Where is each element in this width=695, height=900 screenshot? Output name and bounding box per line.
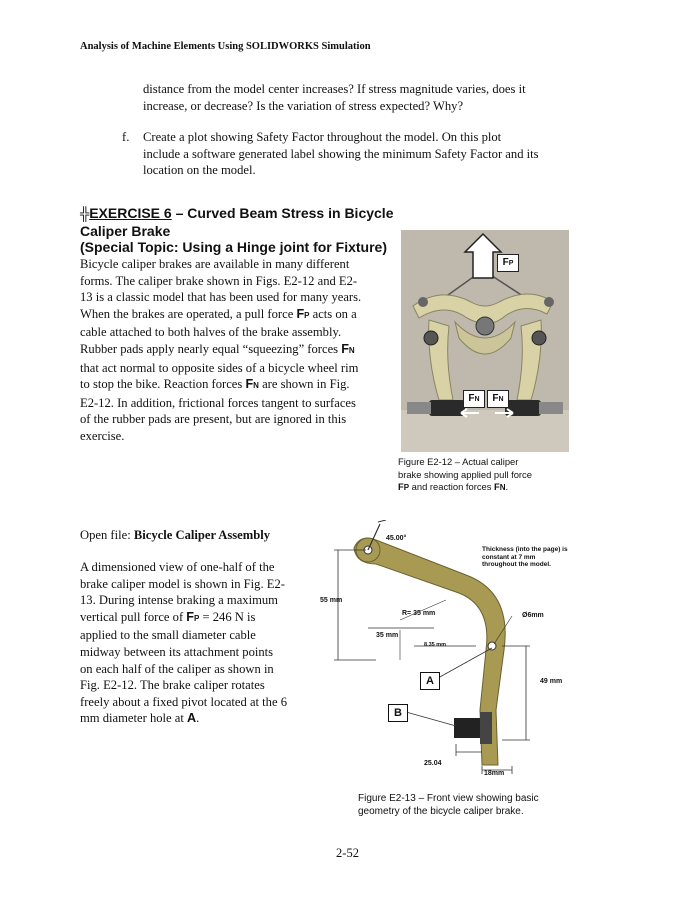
anchor-icon: ╬ (80, 206, 90, 221)
dim-8-35mm: 8.35 mm (424, 642, 447, 648)
item-f-text (143, 129, 539, 179)
para-line: Rubber pads apply nearly equal “squeezing” forces FN (80, 341, 355, 356)
dim-angle: 45.00° (386, 535, 407, 542)
dim-55mm: 55 mm (320, 597, 343, 604)
figure-e2-13-caption: Figure E2-13 – Front view showing basic geometry of the bicycle caliper brake. (358, 793, 539, 817)
open-file-line: Open file: Bicycle Caliper Assembly (80, 528, 271, 542)
caliper-dimension-drawing (316, 520, 581, 788)
intro-text (143, 81, 526, 114)
figure-e2-12-caption: Figure E2-12 – Actual caliper brake showing applied pull force FP and reaction forces FN. (398, 456, 532, 493)
label-b: B (388, 704, 408, 722)
para-line: 13 is a classic model that has been used for many years. (80, 290, 362, 305)
fn-arrows (457, 406, 517, 420)
para-line: exercise. (80, 428, 125, 443)
intro-line: distance from the model center increases? If stress magnitude varies, does it (143, 82, 526, 96)
dim-hole-6mm: Ø6mm (522, 612, 544, 619)
exercise-number: EXERCISE 6 (89, 205, 172, 221)
page-number: 2-52 (336, 846, 359, 860)
dim-35mm: 35 mm (376, 632, 399, 639)
para-line: Bicycle caliper brakes are available in many different (80, 257, 350, 271)
label-fn-left: FN (463, 390, 485, 408)
item-f-line: include a software generated label showing the minimum Safety Factor and its (143, 146, 539, 161)
exercise-heading (80, 205, 400, 256)
dim-18mm: 18mm (484, 770, 505, 777)
pivot-label-a: A (187, 711, 197, 726)
force-symbol-fn: FN (245, 377, 259, 392)
thickness-note: Thickness (into the page) is constant at 7 mm throughout the model. (482, 546, 568, 568)
force-symbol-fn: FN (341, 341, 355, 356)
label-fn-right: FN (487, 390, 509, 408)
file-name: Bicycle Caliper Assembly (133, 528, 271, 542)
caliper-brake-photo (401, 230, 569, 452)
intro-line: increase, or decrease? Is the variation of stress expected? Why? (143, 98, 464, 113)
exercise-title: – Curved Beam Stress in Bicycle (171, 205, 394, 221)
para-line: E2-12. In addition, frictional forces tangent to surfaces (80, 395, 356, 410)
exercise-title-line2: Caliper Brake (80, 222, 171, 239)
dim-49mm: 49 mm (540, 678, 563, 685)
dimension-paragraph: A dimensioned view of one-half of the brake caliper model is shown in Fig. E2- 13. During intense braking a maximum vertical pull force of FP = 246 N is applied to the small diameter cable midway between its attachment points on each half of the caliper as shown in Fig. E2-12. The brake caliper rotates freely about a fixed pivot located at the 6 mm diameter hole at A. (80, 560, 288, 726)
item-f-line: location on the model. (143, 163, 256, 178)
item-f-marker: f. (122, 130, 130, 144)
para-line: of the rubber pads are present, but are ignored in this (80, 412, 347, 427)
para-line: forms. The caliper brake shown in Figs. E2-12 and E2- (80, 273, 358, 288)
force-symbol-fp: FP (296, 306, 310, 321)
exercise-special-topic: (Special Topic: Using a Hinge joint for Fixture) (80, 239, 387, 255)
label-fp: FP (497, 254, 519, 272)
para-line: to stop the bike. Reaction forces FN are shown in Fig. (80, 377, 350, 392)
force-symbol-fp: FP (186, 609, 200, 624)
intro-paragraph (80, 256, 395, 445)
para-line: cable attached to both halves of the brake assembly. (80, 325, 342, 340)
dim-25-04: 25.04 (424, 760, 442, 767)
para-line: that act normal to opposite sides of a bicycle wheel rim (80, 360, 359, 375)
dim-radius-35: R= 35 mm (402, 610, 436, 617)
para-line: When the brakes are operated, a pull force FP acts on a (80, 306, 357, 321)
running-header: Analysis of Machine Elements Using SOLIDWORKS Simulation (80, 41, 371, 52)
item-f-line: Create a plot showing Safety Factor throughout the model. On this plot (143, 130, 502, 144)
label-a: A (420, 672, 440, 690)
